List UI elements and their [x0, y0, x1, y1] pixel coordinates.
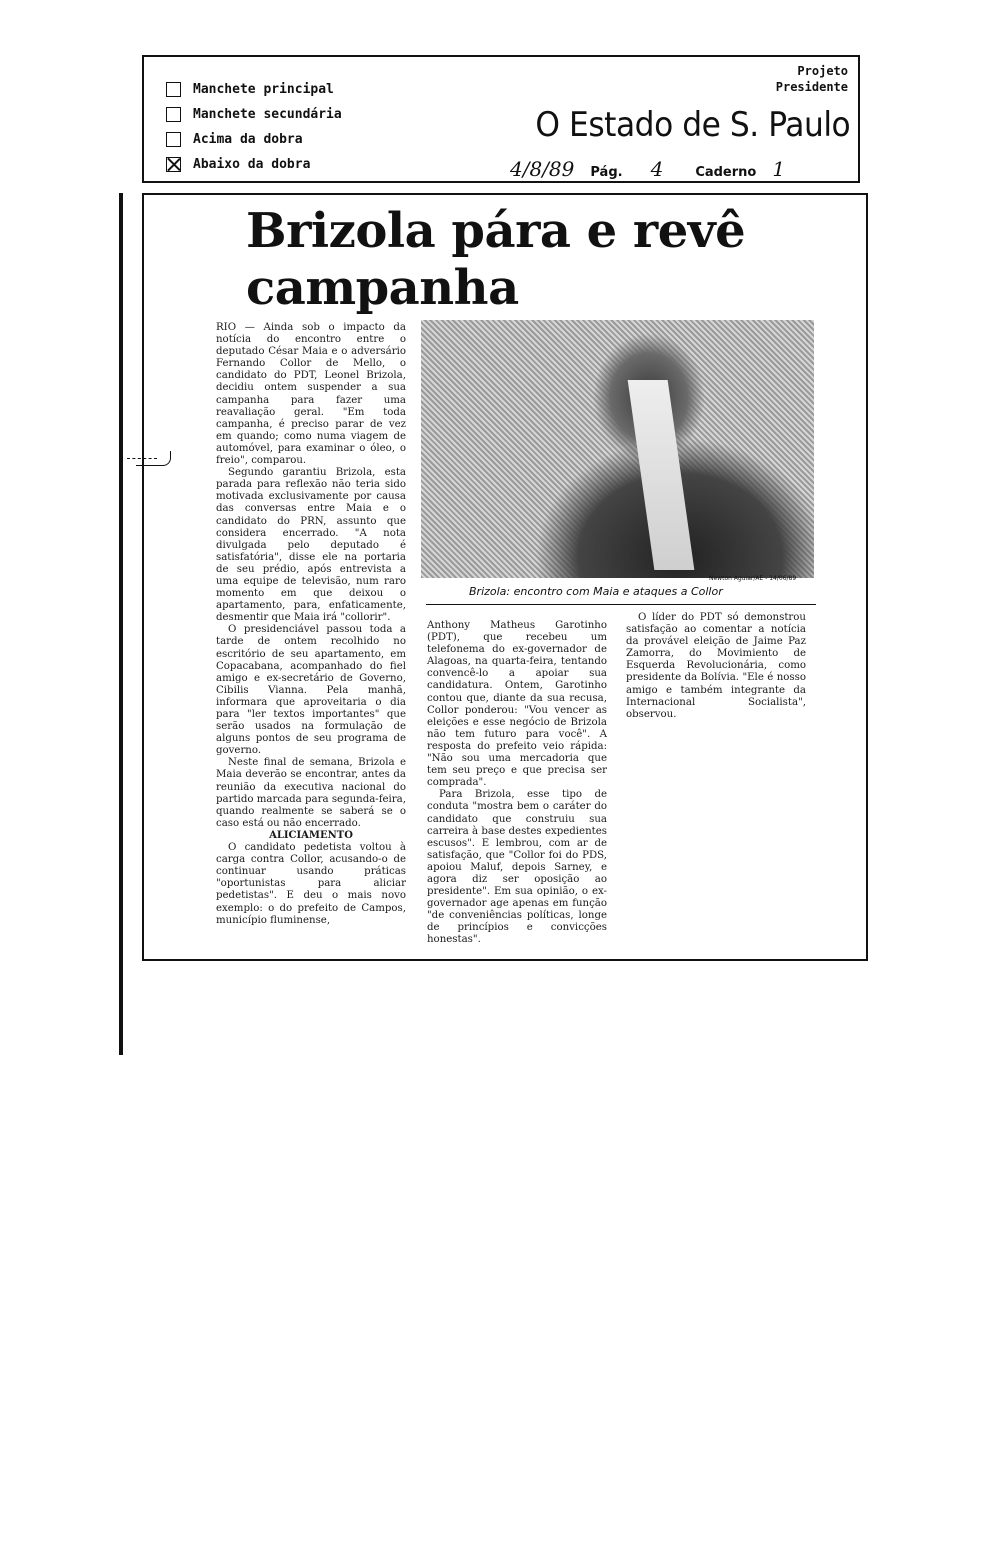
article-column-3: [626, 612, 806, 721]
paragraph: RIO — Ainda sob o impacto da notícia do encontro entre o deputado César Maia e o adversário Fernando Collor de Mello, o candidato do PDT, Leonel Brizola, decidiu ontem suspender a sua campanha para fazer uma reavaliação geral. "Em toda campanha, é preciso parar de vez em quando; como numa viagem de automóvel, para examinar o óleo, o freio", comparou.: [216, 322, 406, 467]
headline-line-2: campanha: [246, 260, 519, 316]
project-line-2: Presidente: [775, 80, 848, 94]
checklist-item[interactable]: [166, 127, 342, 152]
paragraph: Segundo garantiu Brizola, esta parada para reflexão não teria sido motivada exclusivamente por causa das conversas entre Maia e o candidato do PRN, assunto que considera encerrado. "A nota divulgada pelo deputado é satisfatória", disse ele na portaria de seu prédio, após entrevista a uma equipe de televisão, num raro momento em que deixou o apartamento, para, enfaticamente, desmentir que Maia irá "collorir".: [216, 467, 406, 624]
photo-credit: Newton Aguiar/AE - 14/06/89: [709, 575, 797, 582]
section-label: Caderno: [695, 165, 757, 180]
checklist-label: Acima da dobra: [193, 132, 303, 147]
project-line-1: Projeto: [797, 64, 848, 78]
checklist-label: Manchete principal: [193, 82, 334, 97]
date-value: 4/8/89: [504, 157, 580, 182]
paragraph: Neste final de semana, Brizola e Maia deverão se encontrar, antes da reunião da executiva nacional do partido marcada para segunda-feira, quando realmente se saberá se o caso está ou não encerrado.: [216, 757, 406, 829]
article-photo: [421, 320, 814, 578]
paragraph: Anthony Matheus Garotinho (PDT), que recebeu um telefonema do ex-governador de Alagoas, na quarta-feira, tentando convencê-lo a apoiar sua candidatura. Ontem, Garotinho contou que, diante da sua recusa, Collor ponderou: "Vou vencer as eleições e esse negócio de Brizola não tem futuro para você". A resposta do prefeito veio rápida: "Não sou uma mercadoria que tem seu preço e que precisa ser comprada".: [427, 620, 607, 789]
section-value: 1: [762, 157, 815, 182]
checkbox-icon[interactable]: [166, 132, 181, 147]
headline-line-1: Brizola pára e revê: [246, 203, 746, 259]
page-value: 4: [629, 157, 686, 182]
article-column-2: [427, 620, 607, 947]
paragraph: O candidato pedetista voltou à carga contra Collor, acusando-o de continuar usando práticas "oportunistas para aliciar pedetistas". E deu o mais novo exemplo: o do prefeito de Campos, município fluminense,: [216, 842, 406, 926]
checked-checkbox-icon[interactable]: [166, 157, 181, 172]
checklist-item[interactable]: [166, 102, 342, 127]
margin-bar: [119, 193, 123, 1055]
paragraph: O líder do PDT só demonstrou satisfação ao comentar a notícia da provável eleição de Jaime Paz Zamorra, do Movimiento de Esquerda Revolucionária, como presidente da Bolívia. "Ele é nosso amigo e também integrante da Internacional Socialista", observou.: [626, 612, 806, 720]
checklist-label: Abaixo da dobra: [193, 157, 311, 172]
dateline: [504, 157, 815, 182]
subhead: ALICIAMENTO: [269, 829, 353, 841]
page-label: Pág.: [590, 165, 623, 180]
headline: [246, 203, 766, 317]
article-column-1: [216, 322, 406, 927]
clipping-header: [142, 55, 860, 183]
paragraph: O presidenciável passou toda a tarde de ontem recolhido no escritório de seu apartamento, em Copacabana, acompanhado do fiel amigo e ex-secretário de Governo, Cibilis Vianna. Pela manhã, informara que aproveitaria o dia para "ler textos importantes" que serão usados na formulação de alguns pontos de seu programa de governo.: [216, 624, 406, 757]
project-label: [776, 63, 848, 95]
placement-checklist: [166, 77, 342, 177]
newspaper-name: O Estado de S. Paulo: [535, 105, 850, 145]
checkbox-icon[interactable]: [166, 107, 181, 122]
checklist-item[interactable]: [166, 77, 342, 102]
checklist-label: Manchete secundária: [193, 107, 342, 122]
paragraph: Para Brizola, esse tipo de conduta "mostra bem o caráter do candidato que construiu sua carreira à base destes expedientes escusos". E lembrou, com ar de satisfação, que "Collor foi do PDS, apoiou Maluf, depois Sarney, e agora diz ser oposição ao presidente". Em sua opinião, o ex-governador age apenas em função "de conveniências políticas, longe de princípios e convicções honestas".: [427, 789, 607, 946]
caption-rule: [426, 604, 816, 605]
checklist-item[interactable]: [166, 152, 342, 177]
photo-caption: Brizola: encontro com Maia e ataques a Collor: [469, 585, 723, 598]
article-clipping: [142, 193, 868, 961]
checkbox-icon[interactable]: [166, 82, 181, 97]
